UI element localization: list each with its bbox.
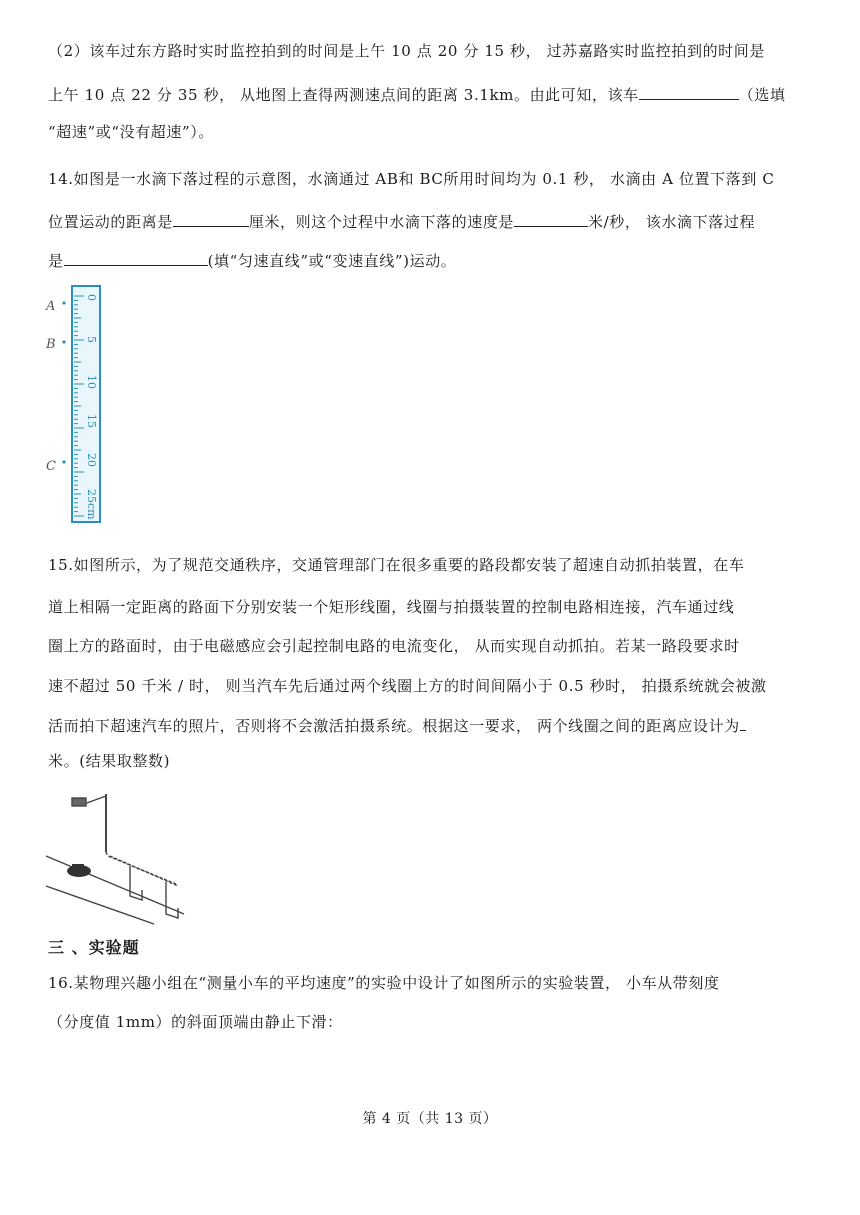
q14-line2-a: 位置运动的距离是 (48, 213, 173, 231)
q15-line2: 道上相隔一定距离的路面下分别安装一个矩形线圈，线圈与拍摄装置的控制电路相连接，汽车通过线 (48, 598, 735, 616)
water-drop-ruler-figure (44, 284, 104, 526)
point-c-label: C (46, 459, 56, 474)
section-3-heading: 三 、实验题 (48, 938, 140, 957)
scale-label-25cm: 25cm (85, 489, 98, 520)
q15-line5-text: 活而拍下超速汽车的照片，否则将不会激活拍摄系统。根据这一要求， 两个线圈之间的距离应设计为 (48, 717, 740, 735)
scale-label-0: 0 (85, 294, 98, 301)
camera-box (72, 798, 86, 806)
q13-part2-line2 (48, 84, 786, 105)
road-loop-2 (166, 882, 178, 918)
q13-part2-line1: （2）该车过东方路时实时监控拍到的时间是上午 10 点 20 分 15 秒， 过苏嘉路实时监控拍到的时间是 (48, 42, 765, 60)
control-wire (106, 852, 176, 884)
q13-part2-line2-tail: （选填 (738, 86, 786, 104)
q14-line1: 14.如图是一水滴下落过程的示意图，水滴通过 AB和 BC所用时间均为 0.1 秒， 水滴由 A 位置下落到 C (48, 170, 775, 188)
q13-part2-line3: “超速”或“没有超速”）。 (48, 123, 214, 141)
q15-line1: 15.如图所示，为了规范交通秩序，交通管理部门在很多重要的路段都安装了超速自动抓拍装置，在车 (48, 556, 745, 574)
q15-distance-blank[interactable] (740, 716, 746, 731)
point-b-label: B (46, 337, 56, 352)
q14-line3-b: (填“匀速直线”或“变速直线”)运动。 (207, 252, 457, 270)
point-a-label: A (46, 299, 56, 314)
q14-speed-blank[interactable] (514, 212, 588, 227)
drop-c-dot (62, 460, 65, 463)
q14-motion-blank[interactable] (64, 251, 208, 266)
page-footer: 第 4 页（共 13 页） (362, 1111, 498, 1127)
control-wire-2 (110, 856, 178, 886)
q14-line3-a: 是 (48, 252, 64, 270)
q14-line2-b: 厘米，则这个过程中水滴下落的速度是 (248, 213, 515, 231)
scale-label-15: 15 (85, 414, 98, 428)
q14-line2-c: 米/秒， 该水滴下落过程 (588, 213, 756, 231)
q13-answer-blank[interactable] (639, 85, 739, 100)
scale-label-10: 10 (85, 375, 98, 389)
q15-line5 (48, 715, 746, 736)
scale-label-20: 20 (85, 453, 98, 467)
q15-line4: 速不超过 50 千米 / 时， 则当汽车先后通过两个线圈上方的时间间隔小于 0.5 秒时， 拍摄系统就会被激 (48, 677, 767, 695)
road-lower-edge (46, 886, 154, 924)
q14-distance-blank[interactable] (173, 212, 249, 227)
q14-line3 (48, 250, 456, 271)
ruler-body (72, 286, 100, 522)
q13-part2-line2-text: 上午 10 点 22 分 35 秒， 从地图上查得两测速点间的距离 3.1km。由此可知，该车 (48, 86, 639, 104)
drop-a-dot (62, 301, 65, 304)
speed-camera-figure (44, 786, 194, 926)
q16-line2: （分度值 1mm）的斜面顶端由静止下滑： (48, 1013, 343, 1031)
q14-line2 (48, 211, 755, 232)
road-upper-edge (46, 856, 184, 914)
q15-line3: 圈上方的路面时，由于电磁感应会引起控制电路的电流变化， 从而实现自动抓拍。若某一路段要求时 (48, 637, 740, 655)
scale-label-5: 5 (85, 336, 98, 343)
drop-b-dot (62, 340, 65, 343)
q16-line1: 16.某物理兴趣小组在“测量小车的平均速度”的实验中设计了如图所示的实验装置， 小车从带刻度 (48, 974, 720, 992)
q15-line6: 米。(结果取整数) (48, 752, 171, 770)
